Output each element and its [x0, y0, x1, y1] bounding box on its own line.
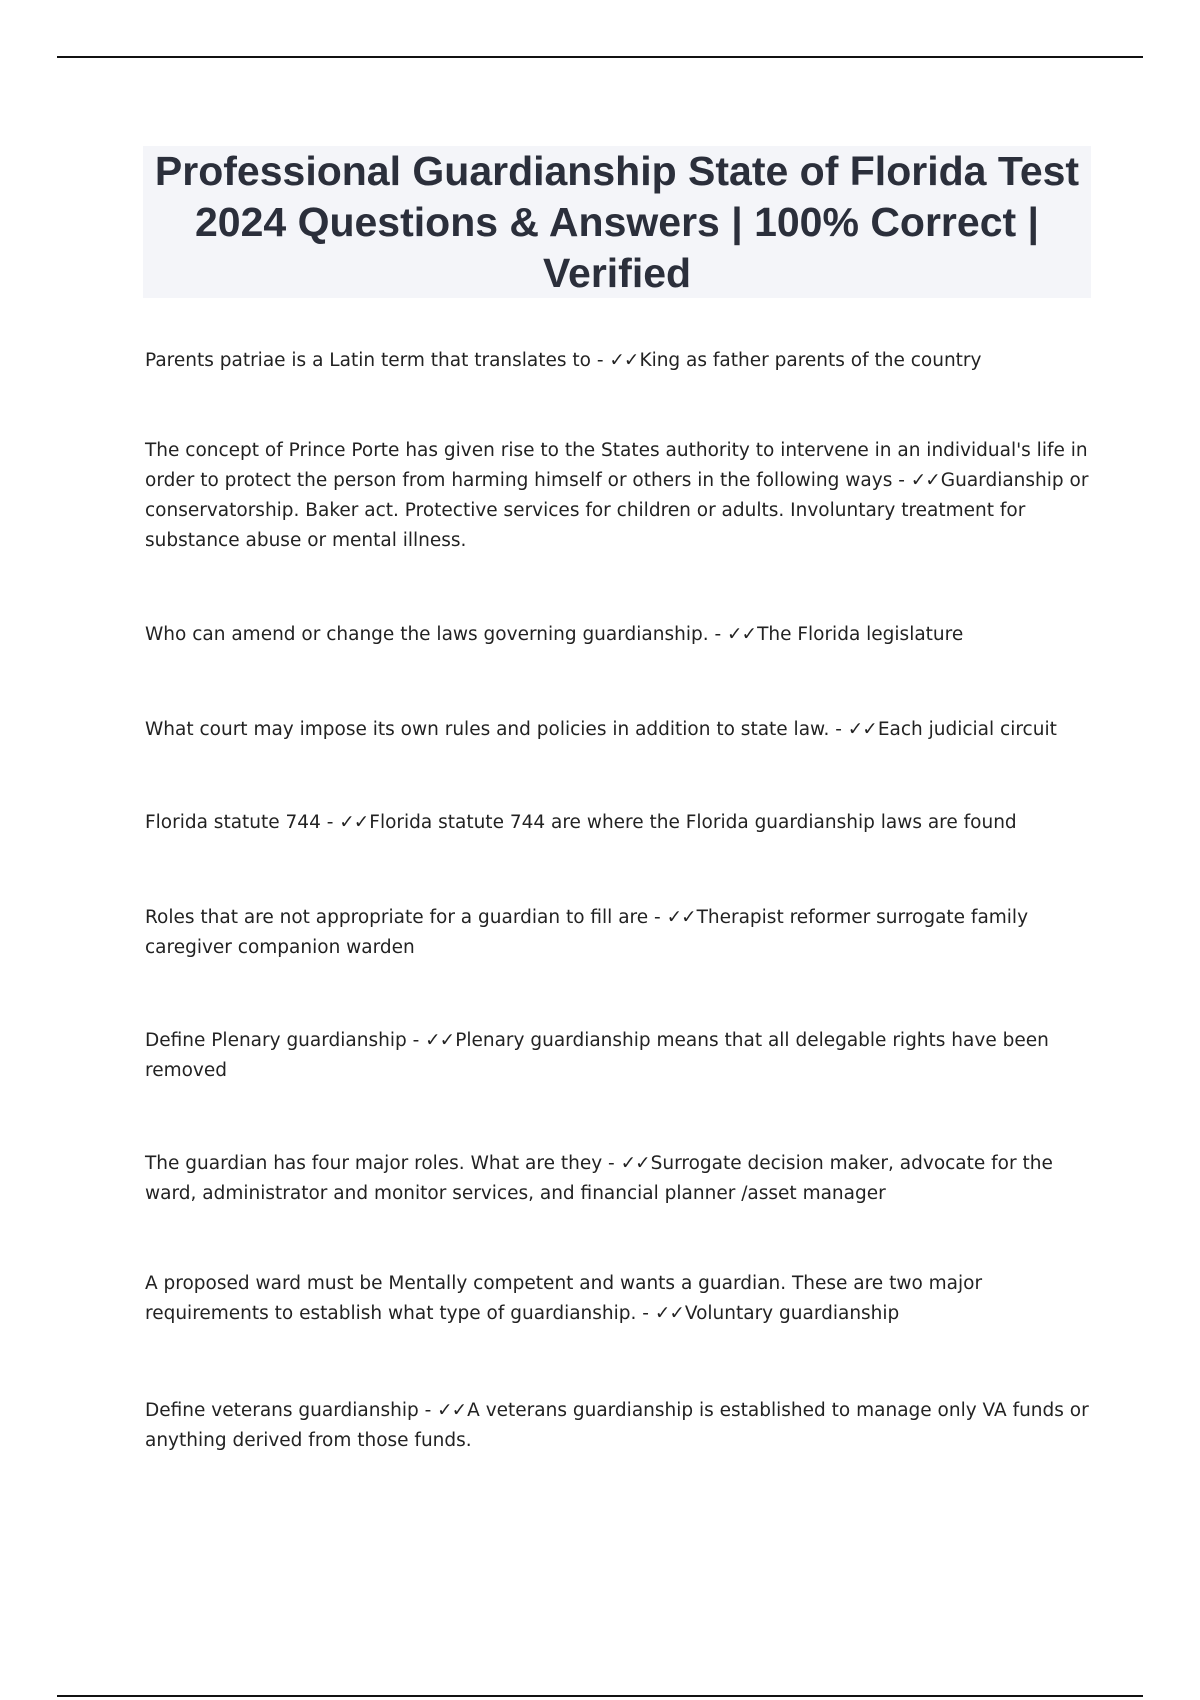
answer-text: A veterans guardianship is established to manage only VA funds or anything derived from those funds.: [145, 1400, 1089, 1451]
answer-text: Each judicial circuit: [877, 719, 1057, 740]
question-text: Parents patriae is a Latin term that translates to: [145, 350, 591, 371]
top-rule: [57, 56, 1143, 58]
separator: -: [602, 1153, 621, 1174]
qa-item: [145, 715, 1095, 745]
separator: -: [648, 907, 667, 928]
double-check-icon: ✓✓: [727, 624, 757, 645]
double-check-icon: ✓✓: [847, 719, 877, 740]
separator: -: [406, 1030, 426, 1051]
answer-text: Surrogate decision maker, advocate for the ward, administrator and monitor services, and financial planner /asset manager: [145, 1153, 1053, 1204]
question-text: Who can amend or change the laws governing guardianship.: [145, 624, 709, 645]
answer-text: Therapist reformer surrogate family caregiver companion warden: [145, 907, 1029, 958]
separator: -: [829, 719, 848, 740]
separator: -: [636, 1303, 655, 1324]
answer-text: The Florida legislature: [757, 624, 964, 645]
title-banner: [143, 146, 1091, 298]
separator: -: [418, 1400, 438, 1421]
question-text: Roles that are not appropriate for a guardian to fill are: [145, 907, 649, 928]
answer-text: Voluntary guardianship: [684, 1303, 900, 1324]
qa-item: [145, 436, 1095, 556]
double-check-icon: ✓✓: [425, 1030, 455, 1051]
qa-item: [145, 1026, 1095, 1086]
answer-text: King as father parents of the country: [639, 350, 982, 371]
answer-text: Guardianship or conservatorship. Baker act. Protective services for children or adults. Involuntary treatment for substance abuse or mental illness.: [145, 470, 1089, 551]
question-text: The guardian has four major roles. What are they: [145, 1153, 603, 1174]
separator: -: [320, 812, 340, 833]
qa-item: [145, 1149, 1095, 1209]
qa-item: [145, 620, 1095, 650]
bottom-rule: [57, 1695, 1143, 1697]
double-check-icon: ✓✓: [620, 1153, 650, 1174]
separator: -: [590, 350, 610, 371]
document-title: Professional Guardianship State of Florida Test 2024 Questions & Answers | 100% Correct | Verified: [154, 147, 1080, 296]
double-check-icon: ✓✓: [666, 907, 696, 928]
question-text: Florida statute 744: [145, 812, 321, 833]
qa-item: [145, 1396, 1095, 1456]
qa-item: [145, 1269, 1095, 1329]
answer-text: Plenary guardianship means that all delegable rights have been removed: [145, 1030, 1049, 1081]
double-check-icon: ✓✓: [437, 1400, 467, 1421]
double-check-icon: ✓✓: [609, 350, 639, 371]
separator: -: [892, 470, 911, 491]
double-check-icon: ✓✓: [654, 1303, 684, 1324]
qa-item: [145, 346, 1095, 376]
qa-item: [145, 808, 1095, 838]
qa-item: [145, 903, 1095, 963]
question-text: The concept of Prince Porte has given rise to the States authority to intervene in an individual's life in order to protect the person from harming himself or others in the following ways: [145, 440, 1088, 491]
question-text: What court may impose its own rules and policies in addition to state law.: [145, 719, 830, 740]
double-check-icon: ✓✓: [910, 470, 940, 491]
answer-text: Florida statute 744 are where the Florida guardianship laws are found: [369, 812, 1017, 833]
double-check-icon: ✓✓: [339, 812, 369, 833]
question-text: Define veterans guardianship: [145, 1400, 419, 1421]
separator: -: [708, 624, 728, 645]
question-text: A proposed ward must be Mentally competent and wants a guardian. These are two major requirements to establish what type of guardianship.: [145, 1273, 983, 1324]
question-text: Define Plenary guardianship: [145, 1030, 407, 1051]
